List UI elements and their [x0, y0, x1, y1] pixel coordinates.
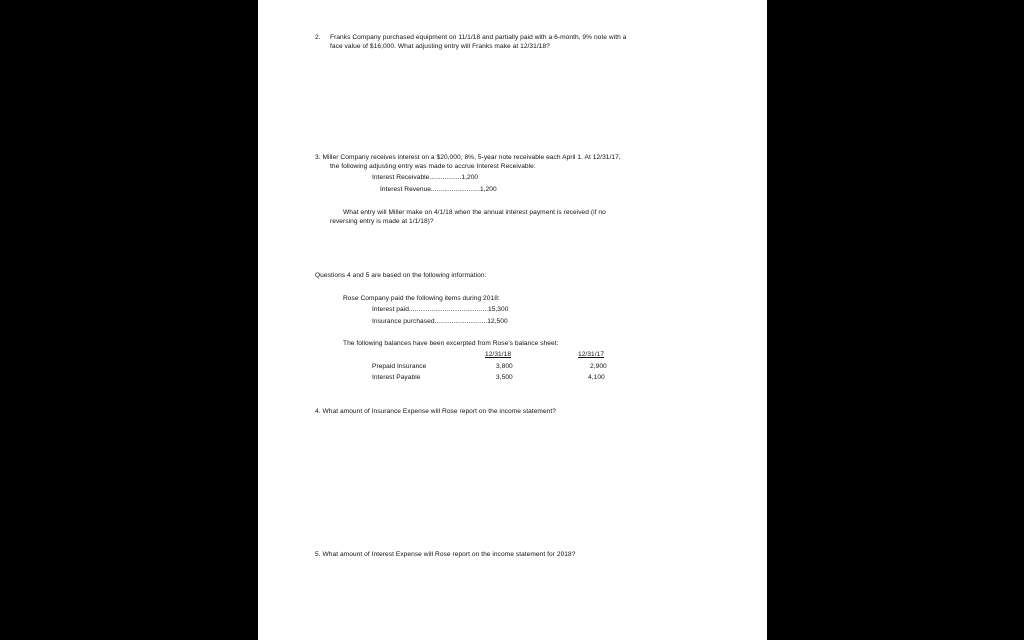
insurance-purchased-line: Insurance purchased............................12,500: [372, 318, 508, 325]
q3-text-line2: the following adjusting entry was made to accrue Interest Receivable:: [330, 163, 536, 170]
q3-question-line2: reversing entry is made at 1/1/18)?: [330, 218, 434, 225]
q2-number: 2.: [315, 34, 321, 41]
interest-paid-line: Interest paid..........................................15,300: [372, 306, 509, 313]
table-cell: 3,800: [496, 363, 513, 370]
q2-text-line1: Franks Company purchased equipment on 11/1/18 and partially paid with a 6-month, 9% note with a: [330, 34, 627, 41]
shared-intro: Questions 4 and 5 are based on the following information:: [315, 272, 487, 279]
q3-text-line1: 3. Miller Company receives interest on a $20,000, 8%, 5-year note receivable each April 1. At 12/31/17,: [315, 154, 621, 161]
q3-question-line1: What entry will Miller make on 4/1/18 when the annual interest payment is received (if no: [343, 209, 606, 216]
table-row-label: Prepaid Insurance: [372, 363, 427, 370]
rose-paid-intro: Rose Company paid the following items during 2018:: [343, 295, 500, 302]
q3-entry-credit: Interest Revenue..........................1,200: [380, 186, 497, 193]
table-cell: 2,900: [590, 363, 607, 370]
q5-text: 5. What amount of Interest Expense will Rose report on the income statement for 2018?: [315, 551, 576, 558]
q4-text: 4. What amount of Insurance Expense will Rose report on the income statement?: [315, 408, 556, 415]
table-header-2017: 12/31/17: [578, 351, 605, 358]
table-row-label: Interest Payable: [372, 374, 421, 381]
document-page: [258, 0, 767, 640]
table-cell: 3,500: [496, 374, 513, 381]
table-header-2018: 12/31/18: [485, 351, 512, 358]
q3-entry-debit: Interest Receivable.................1,200: [372, 174, 479, 181]
q2-text-line2: face value of $16,000. What adjusting entry will Franks make at 12/31/18?: [330, 43, 550, 50]
table-cell: 4,100: [588, 374, 605, 381]
balances-intro: The following balances have been excerpted from Rose's balance sheet:: [343, 340, 559, 347]
